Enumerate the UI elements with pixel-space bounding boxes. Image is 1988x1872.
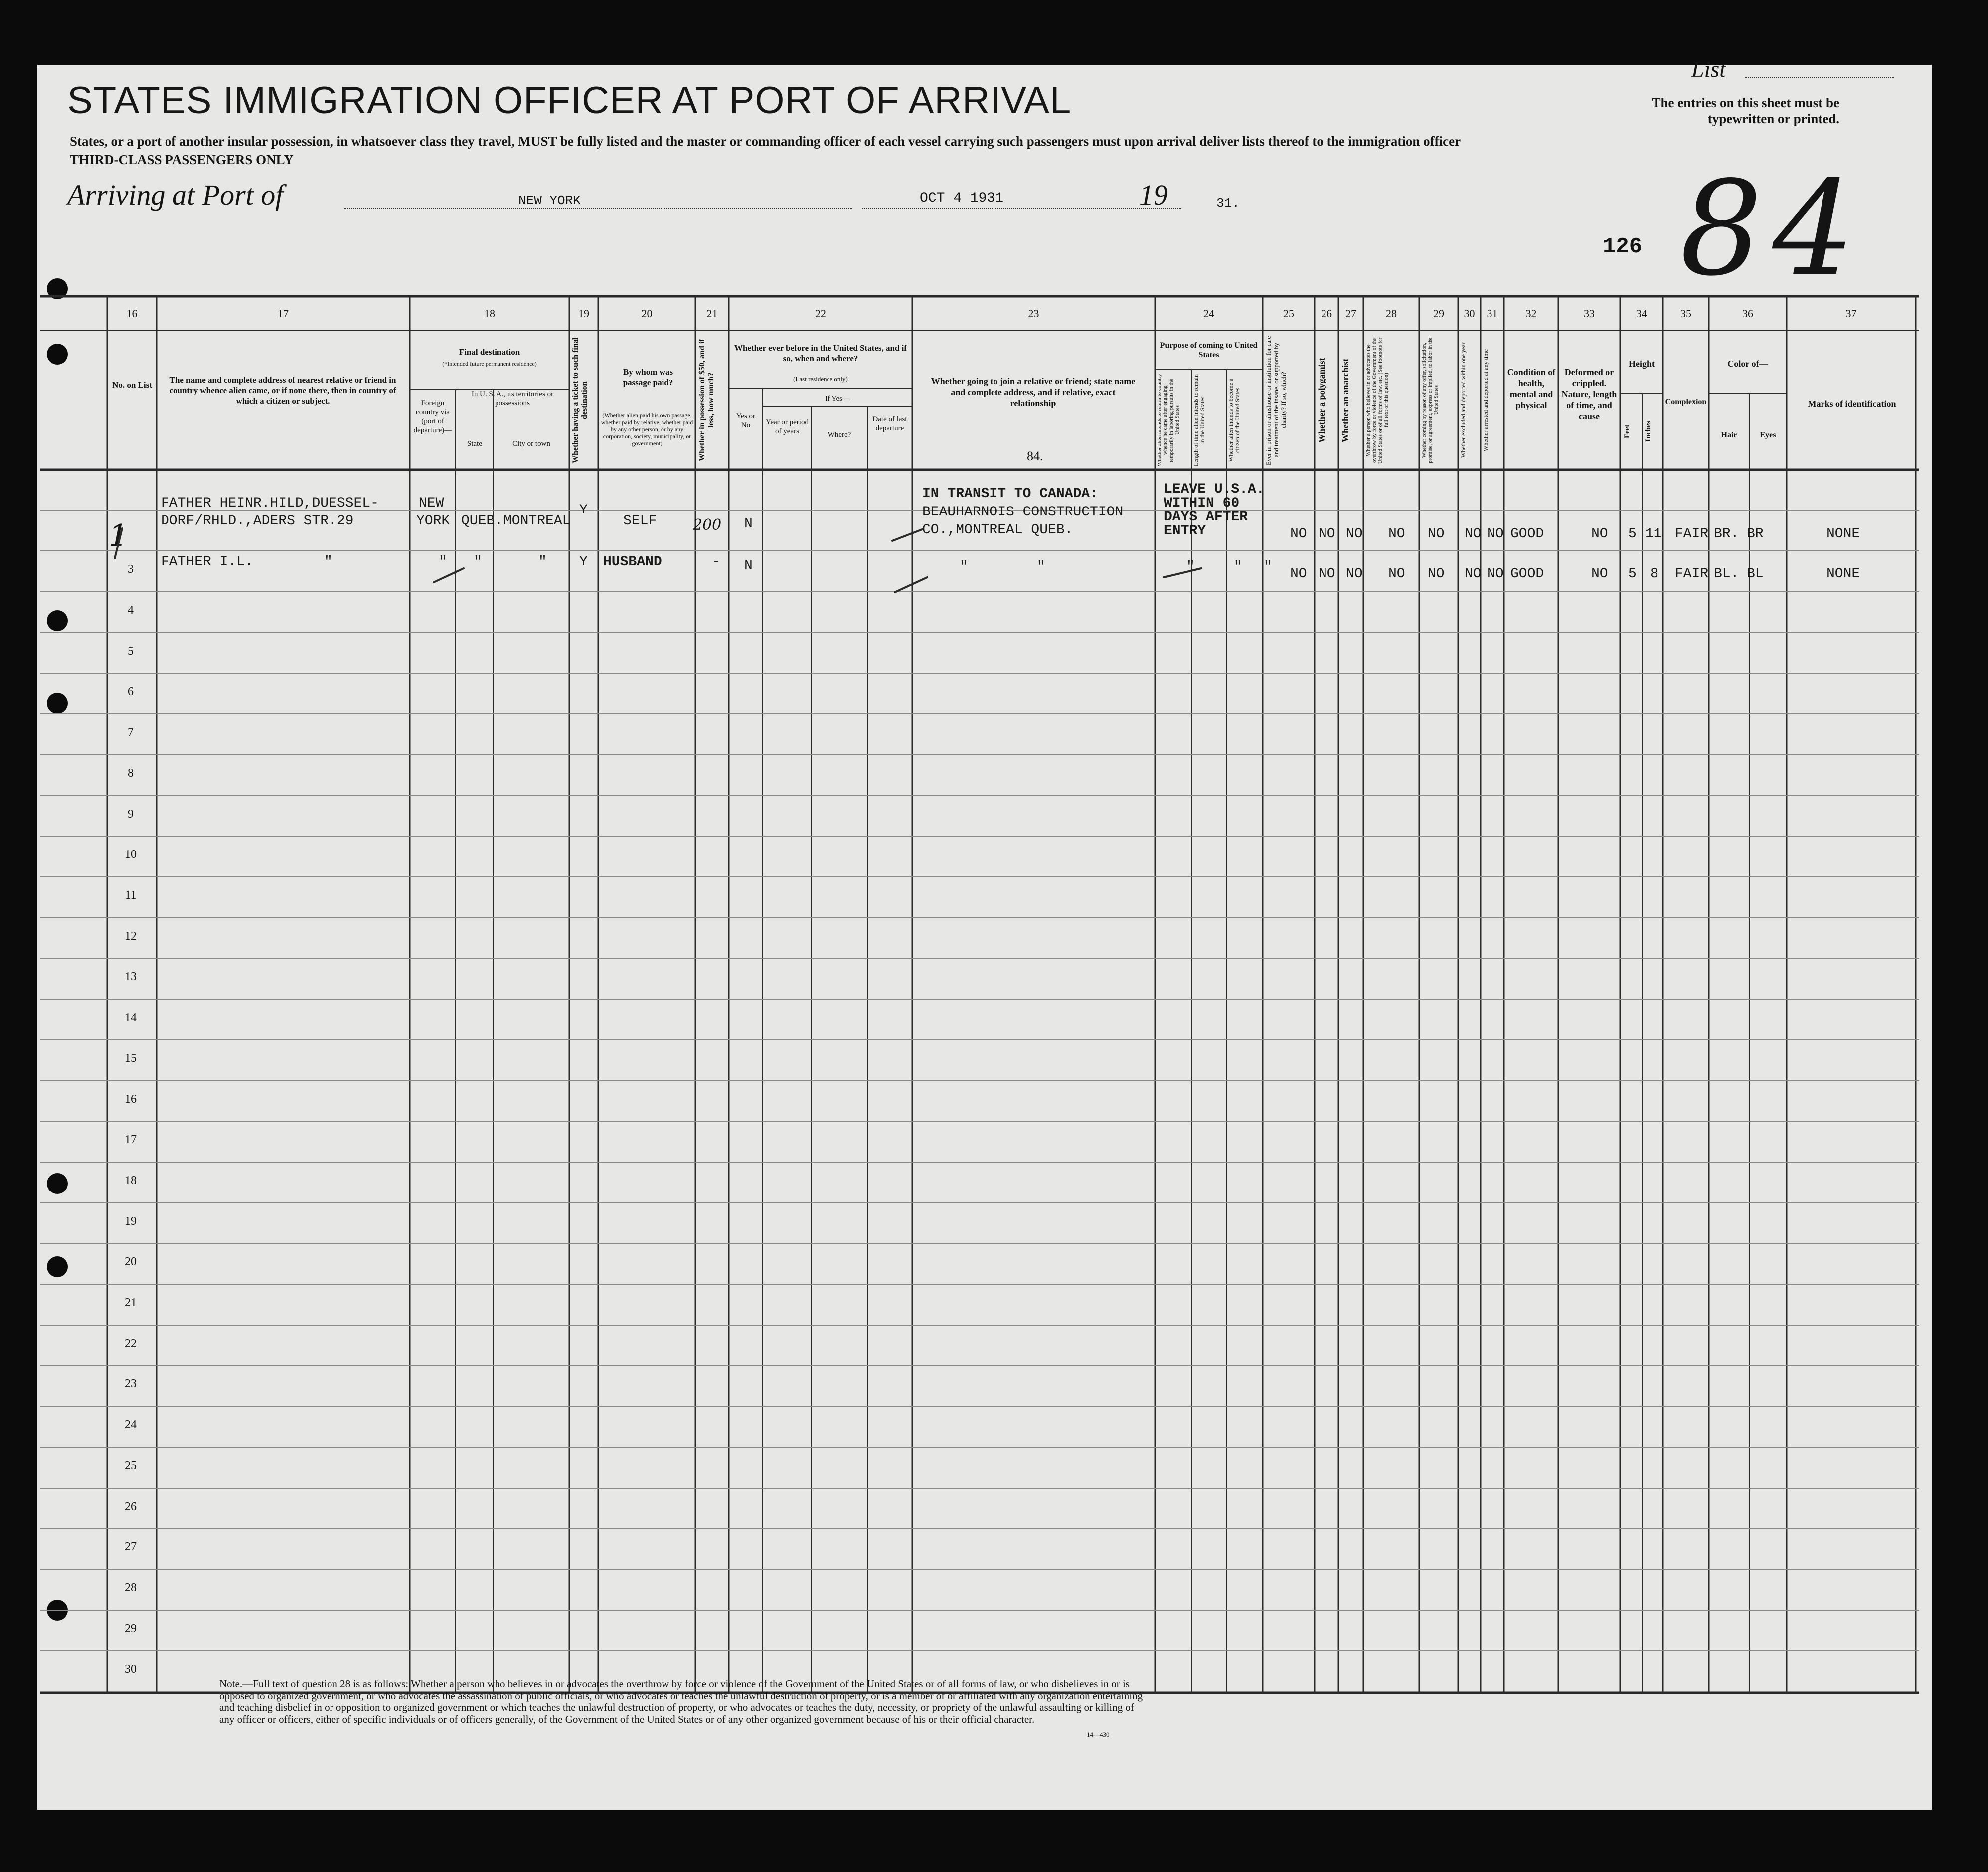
col-num-22: 22 [815, 307, 826, 320]
col-num-27: 27 [1345, 307, 1356, 320]
row-number: 12 [125, 930, 137, 943]
entry-1-overthrow: NO [1388, 526, 1405, 542]
row-number: 13 [125, 970, 137, 983]
entry-2-ditto-state: " [439, 554, 447, 570]
footnote: Note.—Full text of question 28 is as follows: Whether a person who believes in or advocates the overthrow by force or violence of the Government of the United States or of all forms of law, or who disbelieves in or is opposed to organized government, or who advocates the assassination of public officials, or who advocates or teaches the unlawful destruction of property, or is a member of or affiliated with any organization entertaining and teaching disbelief in or opposition to organized government or which teaches the unlawful destruction of property, or who advocates or teaches the duty, necessity, or propriety of the unlawful assaulting or killing of any officer or officers, either of specific individuals or of officers generally, of the Government of the United States or of any other organized government because of his or their official character. [219, 1678, 1143, 1725]
col-22-ifyes: If Yes— [825, 395, 850, 403]
row-number: 25 [125, 1459, 137, 1472]
col-34-inches: Inches [1644, 421, 1652, 442]
col-27-header: Whether an anarchist [1340, 358, 1350, 442]
entry-2-eyes: BL [1747, 566, 1764, 582]
row-number: 26 [125, 1500, 137, 1513]
entry-1-number-mark: 1 [109, 518, 128, 553]
page-title: STATES IMMIGRATION OFFICER AT PORT OF ARRIVAL [67, 79, 1072, 122]
col-num-21: 21 [706, 307, 718, 320]
row-number: 3 [128, 563, 134, 576]
entry-1-complexion: FAIR [1675, 526, 1709, 542]
col-23-annotation: 84. [1027, 449, 1043, 463]
col-num-37: 37 [1845, 307, 1857, 320]
entry-2-ditto-city: " [538, 554, 547, 570]
col-36-hair: Hair [1721, 431, 1737, 439]
year-prefix: 19 [1139, 179, 1168, 211]
col-37-header: Marks of identification [1808, 399, 1896, 409]
entry-2-ditto-purpose1: " [1186, 559, 1195, 575]
row-number: 22 [125, 1337, 137, 1350]
entry-2-deformed: NO [1591, 566, 1608, 582]
entry-2-inches: 8 [1650, 566, 1658, 582]
col-19-header: Whether having a ticket to such final destination [571, 337, 589, 464]
entry-1-feet: 5 [1628, 526, 1637, 542]
col-36-header: Color of— [1727, 359, 1768, 369]
col-31-header: Whether arrested and deported at any time [1482, 349, 1489, 451]
entry-2-excluded: NO [1465, 566, 1482, 582]
col-num-17: 17 [278, 307, 289, 320]
row-number: 16 [125, 1093, 137, 1106]
entry-2-hair: BL. [1714, 566, 1739, 582]
col-num-23: 23 [1028, 307, 1039, 320]
row-number: 15 [125, 1052, 137, 1065]
entry-2-passage: HUSBAND [603, 554, 662, 570]
row-number: 4 [128, 604, 134, 617]
entry-1-state: QUEB. [461, 513, 503, 529]
col-num-36: 36 [1742, 307, 1753, 320]
entry-2-labor: NO [1428, 566, 1445, 582]
date-value: OCT 4 1931 [920, 191, 1004, 206]
col-34-feet: Feet [1623, 424, 1631, 438]
row-number: 20 [125, 1255, 137, 1268]
list-label: List [1691, 56, 1726, 82]
col-23-header: Whether going to join a relative or friend; state name and complete address, and if relative, exact relationship [931, 376, 1136, 408]
entry-2-anarchist: NO [1346, 566, 1363, 582]
entry-1-hair: BR. [1714, 526, 1739, 542]
col-22-where: Where? [828, 431, 851, 439]
row-number: 5 [128, 645, 134, 658]
col-26-header: Whether a polygamist [1317, 358, 1326, 443]
col-34-header: Height [1629, 359, 1655, 369]
entry-1-foreign-line1: NEW [419, 496, 444, 511]
entry-2-relative: FATHER I.L. [161, 554, 253, 570]
entry-2-complexion: FAIR [1675, 566, 1709, 582]
entry-1-prison: NO [1290, 526, 1307, 542]
col-24-citizen: Whether alien intends to become a citizen of the United States [1227, 378, 1241, 462]
col-22-yesno: Yes or No [736, 412, 756, 429]
entry-2-ditto-state2: " [474, 554, 482, 570]
handwritten-list-number: 84 [1680, 154, 1865, 305]
entry-1-city: MONTREAL [503, 513, 571, 529]
entry-1-relative-line2: DORF/RHLD.,ADERS STR.29 [161, 513, 354, 529]
entry-1-purpose-line4: ENTRY [1164, 523, 1206, 539]
port-value: NEW YORK [518, 193, 581, 208]
col-18-subtitle: (*Intended future permanent residence) [442, 360, 537, 367]
entry-1-relative-line1: FATHER HEINR.HILD,DUESSEL- [161, 496, 379, 511]
entry-2-before: N [744, 558, 753, 574]
col-36-eyes: Eyes [1760, 431, 1776, 439]
entry-1-inches: 11 [1645, 526, 1662, 542]
entry-1-ticket: Y [579, 503, 588, 518]
col-24-return: Whether alien intends to return to country whence he came after engaging temporarily in laboring pursuits in the United States [1157, 374, 1180, 467]
entry-2-ditto-join2: " [1037, 559, 1045, 575]
col-18-usa: In U. S. A., its territories or possessions [471, 390, 554, 407]
col-18-title: Final destination [459, 347, 520, 357]
col-35-header: Complexion [1665, 398, 1707, 406]
row-number: 8 [128, 767, 134, 780]
year-suffix: 31. [1216, 196, 1240, 211]
row-number: 6 [128, 685, 134, 698]
col-16-header: No. on List [112, 380, 152, 390]
col-24-length: Length of time alien intends to remain in the United States [1192, 374, 1206, 466]
entry-2-polygamist: NO [1319, 566, 1335, 582]
entry-1-join-line3: CO.,MONTREAL QUEB. [922, 522, 1073, 538]
entry-1-polygamist: NO [1319, 526, 1335, 542]
col-18-foreign: Foreign country via (port of departure)— [413, 399, 452, 434]
col-num-34: 34 [1636, 307, 1647, 320]
row-number: 14 [125, 1011, 137, 1024]
col-20-detail: (Whether alien paid his own passage, whether paid by relative, whether paid by any other person, or by any corporation, society, municipality, or government) [601, 412, 693, 447]
row-number: 17 [125, 1133, 137, 1146]
entry-2-arrested: NO [1487, 566, 1504, 582]
entry-1-join-line1: IN TRANSIT TO CANADA: [922, 486, 1098, 502]
row-number: 24 [125, 1418, 137, 1431]
entries-note: The entries on this sheet must be typewritten or printed. [1652, 95, 1839, 126]
row-number: 11 [125, 889, 137, 902]
form-number: 14—430 [1087, 1731, 1110, 1738]
row-number: 18 [125, 1174, 137, 1187]
entry-2-feet: 5 [1628, 566, 1637, 582]
entry-1-arrested: NO [1487, 526, 1504, 542]
entry-1-purpose-line2: WITHIN 60 [1164, 496, 1240, 511]
entry-1-money: 200 [693, 516, 722, 534]
entry-2-relative-ditto: " [324, 554, 332, 570]
col-25-header: Ever in prison or almshouse or institution for care and treatment of the insane, or supported by charity? If so, which? [1265, 336, 1287, 465]
entry-1-marks: NONE [1826, 526, 1860, 542]
row-number: 30 [125, 1663, 137, 1676]
col-num-16: 16 [126, 307, 138, 320]
col-num-31: 31 [1487, 307, 1498, 320]
row-number: 9 [128, 808, 134, 821]
col-num-29: 29 [1433, 307, 1444, 320]
col-num-20: 20 [641, 307, 653, 320]
arriving-label: Arriving at Port of [67, 179, 284, 211]
row-number: 28 [125, 1581, 137, 1594]
col-29-header: Whether coming by reason of any offer, solicitation, promise, or agreement, express or implied, to labor in the United States [1421, 337, 1439, 464]
entry-2-money: - [712, 554, 720, 570]
entry-1-labor: NO [1428, 526, 1445, 542]
col-32-header: Condition of health, mental and physical [1507, 367, 1556, 410]
instruction-line: States, or a port of another insular possession, in whatsoever class they travel, MUST be fully listed and the master or commanding officer of each vessel carrying such passengers must upon arrival deliver lists thereof to the immigration officer [70, 134, 1461, 149]
col-num-30: 30 [1464, 307, 1475, 320]
entry-1-excluded: NO [1465, 526, 1482, 542]
entry-2-ditto-purpose2: " [1234, 559, 1242, 575]
row-number: 23 [125, 1377, 137, 1390]
col-22-title: Whether ever before in the United States, and if so, when and where? [734, 343, 907, 363]
entry-1-foreign-line2: YORK [416, 513, 450, 529]
col-num-28: 28 [1386, 307, 1397, 320]
entry-1-purpose-line1: LEAVE U.S.A. [1164, 482, 1265, 497]
col-20-title: By whom was passage paid? [623, 367, 673, 387]
col-num-19: 19 [578, 307, 589, 320]
col-num-35: 35 [1680, 307, 1691, 320]
col-18-state: State [467, 440, 482, 448]
col-num-18: 18 [484, 307, 495, 320]
entry-1-join-line2: BEAUHARNOIS CONSTRUCTION [922, 505, 1124, 520]
entry-1-purpose-line3: DAYS AFTER [1164, 510, 1248, 525]
row-number: 10 [125, 848, 137, 861]
stamp-number: 126 [1603, 234, 1643, 259]
entry-2-ditto-purpose3: " [1264, 559, 1272, 575]
col-num-25: 25 [1283, 307, 1294, 320]
entry-2-overthrow: NO [1388, 566, 1405, 582]
col-num-26: 26 [1321, 307, 1332, 320]
entry-2-health: GOOD [1510, 566, 1544, 582]
col-22-subtitle: (Last residence only) [793, 375, 848, 383]
row-number: 21 [125, 1296, 137, 1309]
col-22-date: Date of last departure [872, 415, 907, 432]
entry-1-deformed: NO [1591, 526, 1608, 542]
col-30-header: Whether excluded and deported within one year [1460, 342, 1467, 458]
col-17-header: The name and complete address of nearest relative or friend in country whence alien came, or if none there, then in country of which a citizen or subject. [169, 375, 396, 406]
entry-2-ticket: Y [579, 554, 588, 570]
col-28-header: Whether a person who believes in or advocates the overthrow by force or violence of the Government of the United States or of all forms of law, etc. (See footnote for full text of this question) [1365, 337, 1389, 464]
col-num-33: 33 [1584, 307, 1595, 320]
entry-2-marks: NONE [1826, 566, 1860, 582]
entry-1-health: GOOD [1510, 526, 1544, 542]
entry-1-eyes: BR [1747, 526, 1764, 542]
entry-1-before: N [744, 516, 753, 532]
entry-2-prison: NO [1290, 566, 1307, 582]
col-24-title: Purpose of coming to United States [1160, 341, 1258, 359]
entry-1-anarchist: NO [1346, 526, 1363, 542]
class-line: THIRD-CLASS PASSENGERS ONLY [70, 152, 294, 167]
col-21-header: Whether in possession of $50, and if less, how much? [698, 339, 715, 462]
row-number: 29 [125, 1622, 137, 1635]
entry-1-passage: SELF [623, 513, 657, 529]
col-18-city: City or town [512, 440, 550, 448]
col-num-24: 24 [1203, 307, 1214, 320]
entry-2-ditto-join1: " [960, 559, 968, 575]
row-number: 19 [125, 1215, 137, 1228]
row-number: 7 [128, 726, 134, 739]
col-22-year: Year or period of years [766, 418, 809, 435]
col-33-header: Deformed or crippled. Nature, length of time, and cause [1561, 367, 1617, 421]
row-number: 27 [125, 1540, 137, 1553]
col-num-32: 32 [1525, 307, 1537, 320]
